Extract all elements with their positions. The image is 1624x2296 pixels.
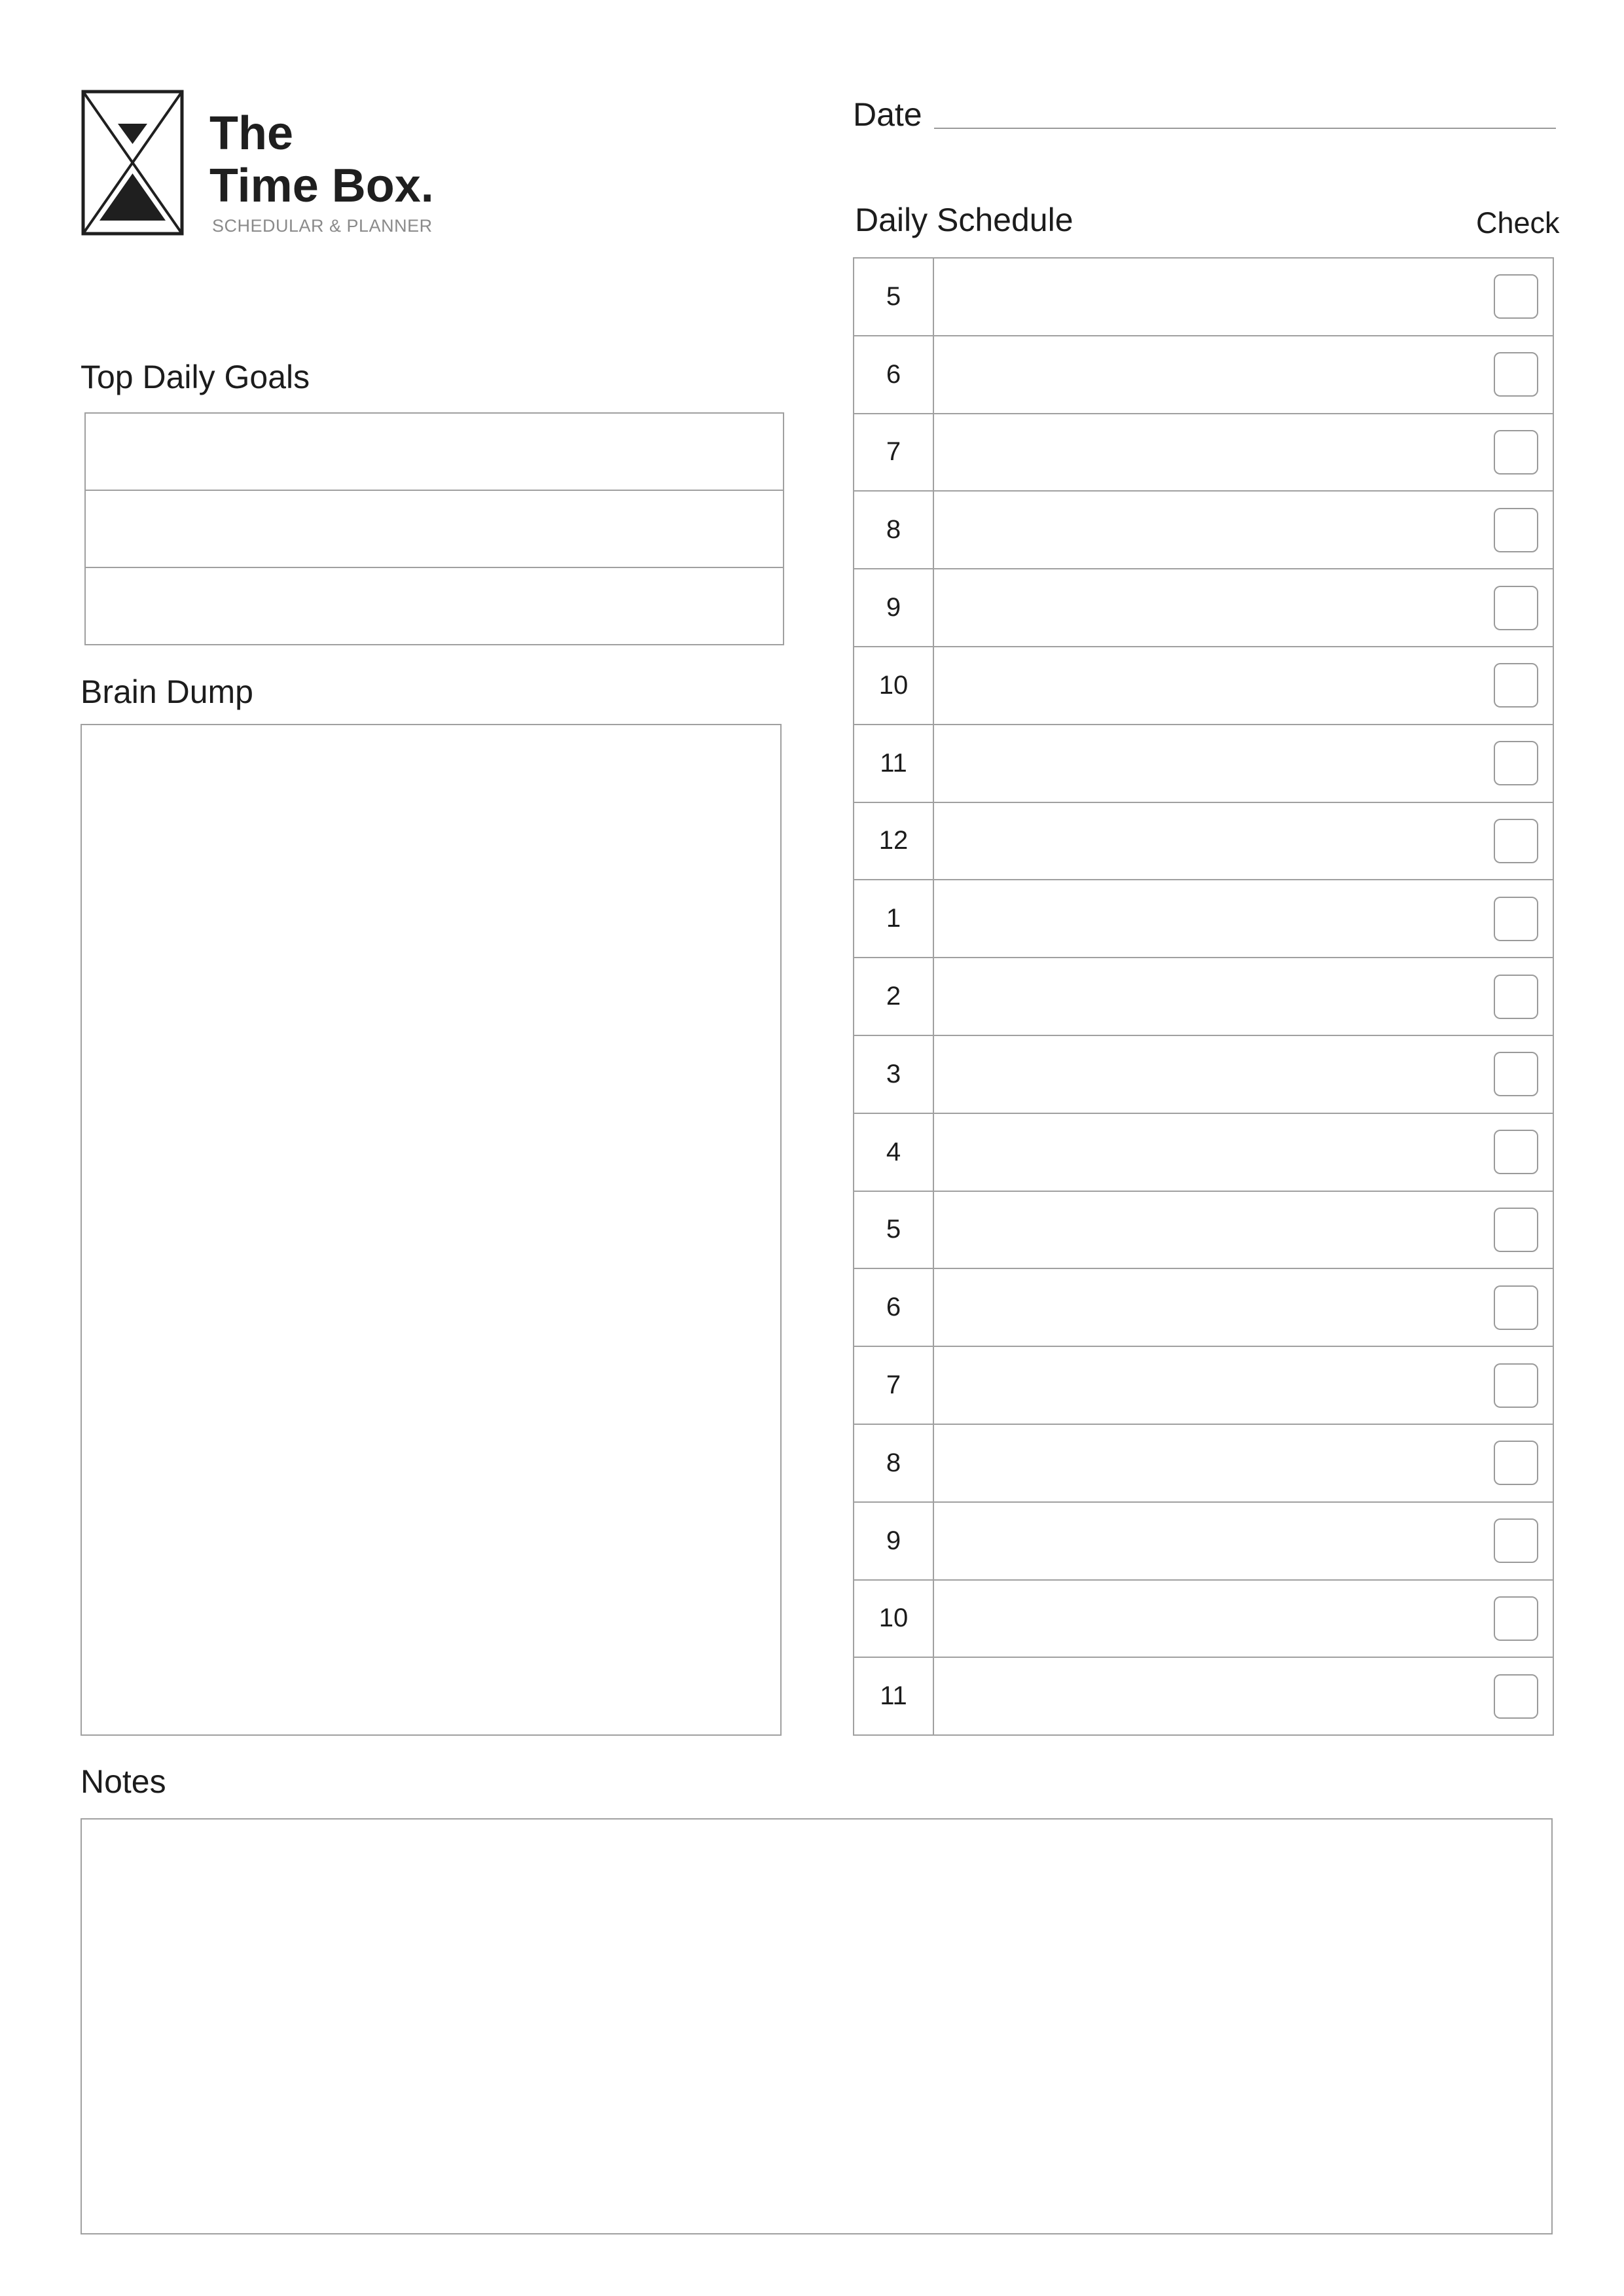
schedule-task-field[interactable] [934,336,1553,413]
date-label: Date [853,96,922,133]
schedule-checkbox[interactable] [1494,975,1538,1019]
schedule-checkbox[interactable] [1494,274,1538,319]
schedule-row [854,336,1553,414]
schedule-checkbox[interactable] [1494,897,1538,941]
schedule-hour: 2 [854,958,934,1035]
schedule-task-field[interactable] [934,1114,1553,1191]
schedule-hour: 11 [854,725,934,802]
schedule-hour: 10 [854,1581,934,1657]
schedule-row [854,1192,1553,1270]
schedule-task-field[interactable] [934,259,1553,335]
schedule-task-field[interactable] [934,1425,1553,1501]
schedule-task-field[interactable] [934,1503,1553,1579]
schedule-row [854,259,1553,336]
brand-title-line1: The [209,107,294,160]
schedule-row [854,492,1553,569]
hourglass-icon [81,90,184,236]
schedule-heading: Daily Schedule [855,202,1074,238]
goals-heading: Top Daily Goals [81,359,310,395]
schedule-checkbox[interactable] [1494,1363,1538,1408]
schedule-checkbox[interactable] [1494,741,1538,785]
schedule-hour: 6 [854,336,934,413]
schedule-checkbox[interactable] [1494,1052,1538,1096]
schedule-row [854,1036,1553,1114]
schedule-row [854,880,1553,958]
schedule-row [854,569,1553,647]
schedule-task-field[interactable] [934,1658,1553,1734]
check-column-label: Check [1476,206,1560,240]
schedule-row [854,1347,1553,1425]
schedule-checkbox[interactable] [1494,430,1538,475]
schedule-hour: 9 [854,1503,934,1579]
schedule-checkbox[interactable] [1494,586,1538,630]
schedule-row [854,1581,1553,1659]
schedule-task-field[interactable] [934,958,1553,1035]
schedule-hour: 8 [854,1425,934,1501]
schedule-checkbox[interactable] [1494,1596,1538,1641]
date-field[interactable] [934,128,1556,129]
brain-dump-area[interactable] [81,724,782,1736]
schedule-row [854,1425,1553,1503]
schedule-hour: 4 [854,1114,934,1191]
brand-tagline: SCHEDULAR & PLANNER [212,216,433,236]
schedule-task-field[interactable] [934,1192,1553,1268]
schedule-task-field[interactable] [934,803,1553,880]
schedule-hour: 10 [854,647,934,724]
schedule-row [854,414,1553,492]
schedule-checkbox[interactable] [1494,1130,1538,1174]
goal-row[interactable] [86,568,783,644]
schedule-hour: 11 [854,1658,934,1734]
brand-title-line2: Time Box. [209,160,434,212]
schedule-task-field[interactable] [934,647,1553,724]
schedule-task-field[interactable] [934,414,1553,491]
schedule-hour: 1 [854,880,934,957]
goals-table [84,412,784,645]
schedule-hour: 3 [854,1036,934,1113]
schedule-row [854,958,1553,1036]
schedule-task-field[interactable] [934,492,1553,568]
schedule-row [854,803,1553,881]
schedule-checkbox[interactable] [1494,352,1538,397]
schedule-checkbox[interactable] [1494,508,1538,552]
schedule-task-field[interactable] [934,1347,1553,1424]
schedule-hour: 12 [854,803,934,880]
schedule-task-field[interactable] [934,1269,1553,1346]
schedule-task-field[interactable] [934,880,1553,957]
schedule-task-field[interactable] [934,1581,1553,1657]
schedule-task-field[interactable] [934,725,1553,802]
schedule-hour: 9 [854,569,934,646]
schedule-row [854,1114,1553,1192]
schedule-table [853,257,1554,1736]
notes-heading: Notes [81,1763,166,1800]
schedule-row [854,647,1553,725]
notes-area[interactable] [81,1818,1553,2234]
schedule-checkbox[interactable] [1494,663,1538,708]
schedule-hour: 7 [854,1347,934,1424]
schedule-hour: 8 [854,492,934,568]
goal-row[interactable] [86,414,783,491]
schedule-checkbox[interactable] [1494,1441,1538,1485]
schedule-checkbox[interactable] [1494,819,1538,863]
goal-row[interactable] [86,491,783,568]
schedule-task-field[interactable] [934,1036,1553,1113]
schedule-hour: 7 [854,414,934,491]
schedule-row [854,725,1553,803]
schedule-checkbox[interactable] [1494,1674,1538,1719]
schedule-row [854,1503,1553,1581]
schedule-hour: 5 [854,1192,934,1268]
schedule-checkbox[interactable] [1494,1285,1538,1330]
schedule-row [854,1269,1553,1347]
schedule-checkbox[interactable] [1494,1208,1538,1252]
brain-dump-heading: Brain Dump [81,673,253,710]
schedule-checkbox[interactable] [1494,1518,1538,1563]
schedule-task-field[interactable] [934,569,1553,646]
schedule-hour: 6 [854,1269,934,1346]
schedule-row [854,1658,1553,1734]
schedule-hour: 5 [854,259,934,335]
